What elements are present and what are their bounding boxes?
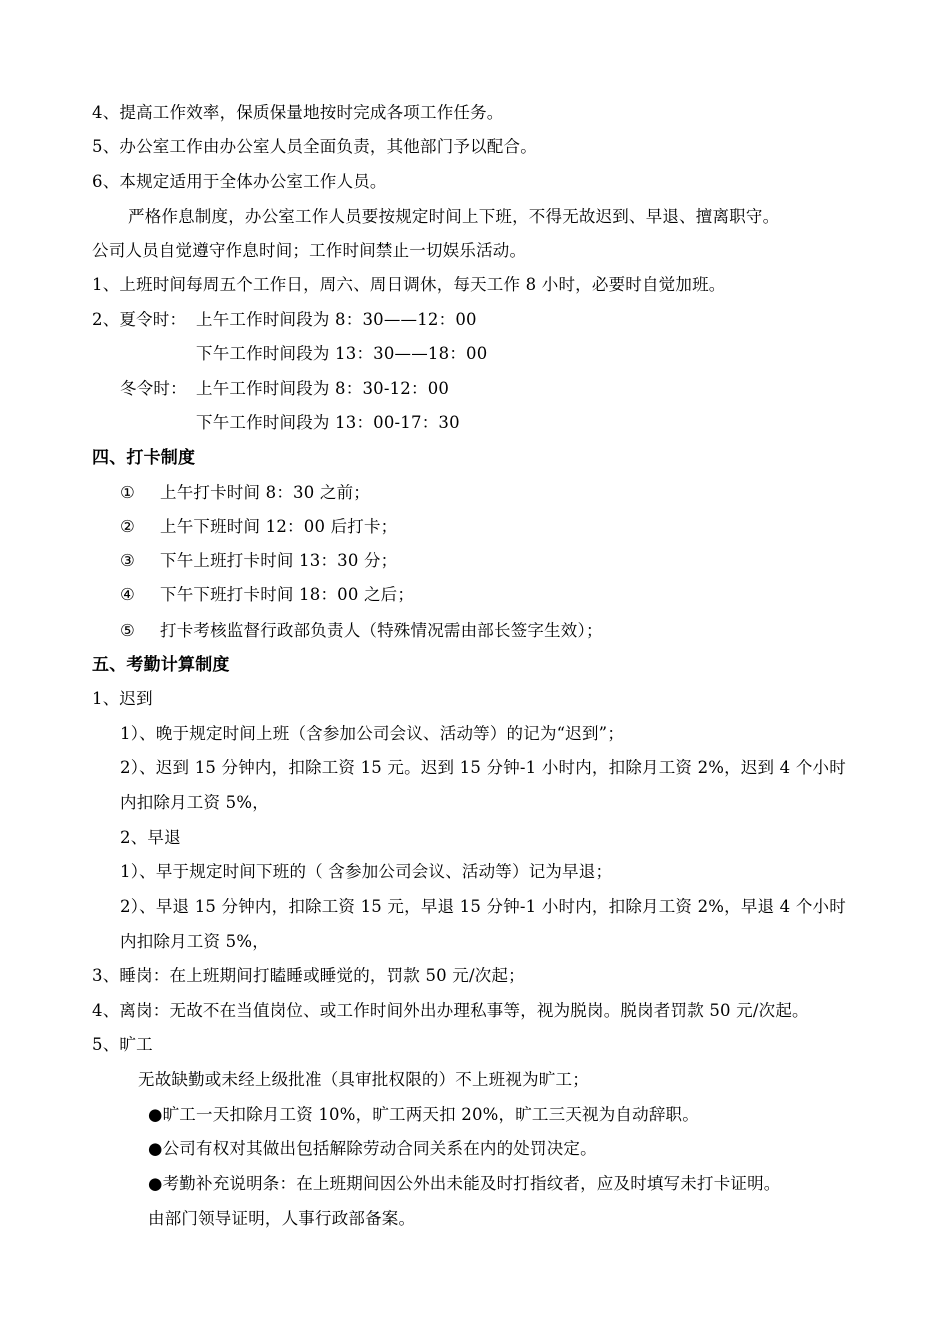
late-heading: 1、迟到 xyxy=(92,689,153,708)
supplementary-note-cont: 由部门领导证明，人事行政部备案。 xyxy=(148,1209,416,1228)
clock-section-heading: 四、打卡制度 xyxy=(92,448,196,468)
summer-pm-time: 下午工作时间段为 13：30——18：00 xyxy=(196,344,488,363)
late-rule-2: 2）、迟到 15 分钟内，扣除工资 15 元。迟到 15 分钟-1 小时内，扣除月工资 2%，迟到 4 个小时 xyxy=(120,758,846,777)
clock-item xyxy=(120,584,414,606)
clock-item xyxy=(120,482,370,504)
clock-item xyxy=(120,620,603,642)
rule-line-4: 4、提高工作效率，保质保量地按时完成各项工作任务。 xyxy=(92,103,504,122)
clock-item-text: 下午上班打卡时间 13：30 分； xyxy=(160,551,398,570)
schedule-intro-paragraph-cont: 公司人员自觉遵守作息时间；工作时间禁止一切娱乐活动。 xyxy=(92,241,527,260)
summer-am-time: 上午工作时间段为 8：30——12：00 xyxy=(196,310,477,329)
late-rule-1: 1）、晚于规定时间上班（含参加公司会议、活动等）的记为“迟到”； xyxy=(120,724,625,743)
winter-label: 冬令时： xyxy=(120,379,187,398)
clock-item xyxy=(120,516,397,538)
clock-item-text: 上午下班时间 12：00 后打卡； xyxy=(160,517,398,536)
sleeping-rule: 3、睡岗：在上班期间打瞌睡或睡觉的，罚款 50 元/次起； xyxy=(92,966,525,985)
clock-item-text: 下午下班打卡时间 18：00 之后； xyxy=(160,585,415,604)
clock-item xyxy=(120,550,397,572)
supplementary-note-bullet: ●考勤补充说明条：在上班期间因公外出未能及时打指纹者，应及时填写未打卡证明。 xyxy=(148,1174,781,1193)
early-leave-heading: 2、早退 xyxy=(120,828,181,847)
absenteeism-penalty-bullet: ●旷工一天扣除月工资 10%，旷工两天扣 20%，旷工三天视为自动辞职。 xyxy=(148,1105,699,1124)
clock-item-marker: ① xyxy=(120,483,135,502)
clock-item-marker: ④ xyxy=(120,585,135,604)
early-leave-rule-1: 1）、早于规定时间下班的（ 含参加公司会议、活动等）记为早退； xyxy=(120,862,613,881)
early-leave-rule-2: 2）、早退 15 分钟内，扣除工资 15 元，早退 15 分钟-1 小时内，扣除月工资 2%，早退 4 个小时 xyxy=(120,897,846,916)
attendance-section-heading: 五、考勤计算制度 xyxy=(92,655,230,675)
clock-item-text: 打卡考核监督行政部负责人（特殊情况需由部长签字生效）； xyxy=(160,621,603,640)
clock-item-marker: ② xyxy=(120,517,135,536)
early-leave-rule-2-cont: 内扣除月工资 5%， xyxy=(120,932,269,951)
rule-line-6: 6、本规定适用于全体办公室工作人员。 xyxy=(92,172,387,191)
winter-pm-time: 下午工作时间段为 13：00-17：30 xyxy=(196,413,460,432)
absenteeism-definition: 无故缺勤或未经上级批准（具审批权限的）不上班视为旷工； xyxy=(138,1070,589,1089)
clock-item-marker: ③ xyxy=(120,551,135,570)
late-rule-2-cont: 内扣除月工资 5%， xyxy=(120,793,269,812)
absence-post-rule: 4、离岗：无故不在当值岗位、或工作时间外出办理私事等，视为脱岗。脱岗者罚款 50 元/次起。 xyxy=(92,1001,809,1020)
rule-line-5: 5、办公室工作由办公室人员全面负责，其他部门予以配合。 xyxy=(92,137,537,156)
contract-termination-bullet: ●公司有权对其做出包括解除劳动合同关系在内的处罚决定。 xyxy=(148,1139,597,1158)
working-days-line: 1、上班时间每周五个工作日，周六、周日调休，每天工作 8 小时，必要时自觉加班。 xyxy=(92,275,726,294)
clock-item-text: 上午打卡时间 8：30 之前； xyxy=(160,483,370,502)
schedule-intro-paragraph: 严格作息制度，办公室工作人员要按规定时间上下班，不得无故迟到、早退、擅离职守。 xyxy=(128,207,780,226)
summer-label: 2、夏令时： xyxy=(92,310,187,329)
winter-am-time: 上午工作时间段为 8：30-12：00 xyxy=(196,379,450,398)
absenteeism-heading: 5、旷工 xyxy=(92,1035,153,1054)
clock-item-marker: ⑤ xyxy=(120,621,135,640)
